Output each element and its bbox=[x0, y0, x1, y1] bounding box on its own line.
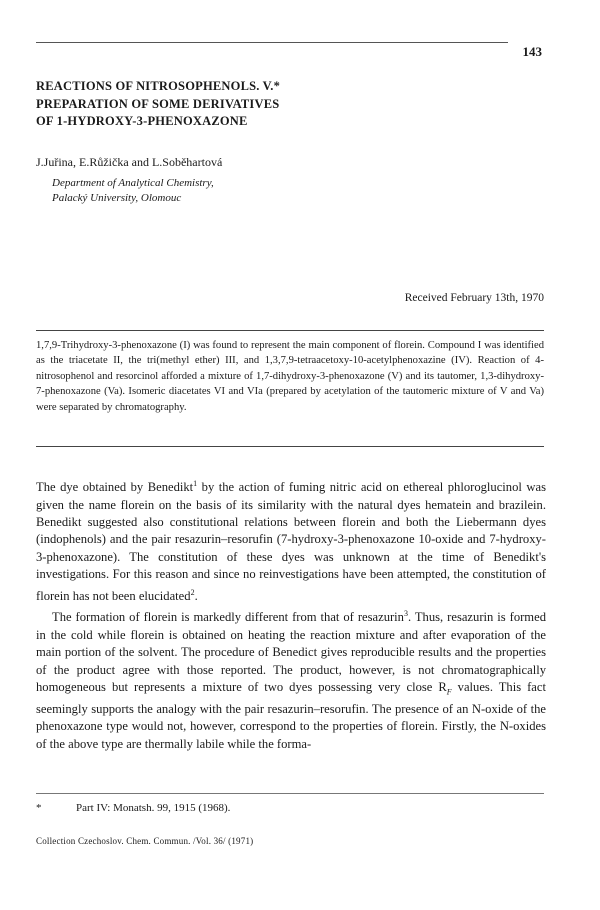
authors: J.Juřina, E.Růžička and L.Soběhartová bbox=[36, 155, 223, 169]
reference-marker: 1 bbox=[193, 479, 198, 488]
journal-citation: Collection Czechoslov. Chem. Commun. /Vol. 36/ (1971) bbox=[36, 836, 254, 846]
reference-marker: 2 bbox=[190, 587, 195, 597]
abstract-bottom-rule bbox=[36, 446, 544, 447]
footnote bbox=[36, 802, 230, 814]
affiliation-line-2: Palacký University, Olomouc bbox=[52, 192, 182, 204]
affiliation bbox=[52, 176, 214, 206]
paragraph-1: The dye obtained by Benedikt$^1$ by the action of fuming nitric acid on ethereal phloroglucinol was given the name florein on the basis of its similarity with the natural dyes hematein and brazilein. Benedikt suggested also constitutional relations between florein and both the Liebermann dyes (indophenols) and the pair resazurin–resorufin (7-hydroxy-3-phenoxazone 10-oxide and 7-hydroxy-3-phenoxazone). The constitution of these dyes was unknown at the time of Benedikt's investigations. For this reason and since no reinvestigations have been attempted, the constitution of florein has not been elucidated$^2$. bbox=[36, 479, 546, 603]
abstract-top-rule bbox=[36, 330, 544, 331]
title-line-1: REACTIONS OF NITROSOPHENOLS. V.* bbox=[36, 79, 281, 93]
paragraph-2: The formation of florein is markedly different from that of resazurin$^3$. Thus, resazurin is formed in the cold while florein is obtained on heating the reaction mixture and after evaporation of the main portion of the solvent. The procedure of Benedict gives reproducible results and the properties of the product agree with those reported. The product, however, is not chromatographically homogeneous but represents a mixture of two dyes possessing very close $R_F$ values. This fact seemingly supports the analogy with the pair resazurin–resorufin. The presence of an N-oxide of the phenoxazone type would not, however, correspond to the properties of florein. Firstly, the N-oxides of the above type are thermally labile while the forma- bbox=[36, 609, 546, 751]
article-title bbox=[36, 78, 556, 131]
subscript: F bbox=[446, 687, 452, 697]
received-date: Received February 13th, 1970 bbox=[404, 292, 544, 304]
page-number: 143 bbox=[522, 44, 542, 59]
footnote-text: Part IV: Monatsh. 99, 1915 (1968). bbox=[76, 802, 231, 814]
title-line-3: OF 1-HYDROXY-3-PHENOXAZONE bbox=[36, 114, 248, 128]
header-rule bbox=[36, 42, 508, 43]
affiliation-line-1: Department of Analytical Chemistry, bbox=[52, 177, 214, 189]
reference-marker: 3 bbox=[403, 609, 408, 619]
footnote-marker: * bbox=[36, 802, 42, 814]
footnote-rule bbox=[36, 793, 544, 794]
body-text bbox=[36, 475, 546, 753]
title-line-2: PREPARATION OF SOME DERIVATIVES bbox=[36, 96, 280, 111]
abstract: 1,7,9-Trihydroxy-3-phenoxazone (I) was found to represent the main component of florein. Compound I was identified as the triacetate II, the tri(methyl ether) III, and 1,3,7,9-tetraacetoxy-10-acetylphenoxazine (IV). Reaction of 4-nitrosophenol and resorcinol afforded a mixture of 1,7-dihydroxy-3-phenoxazone (V) and its tautomer, 1,3-dihydroxy-7-phenoxazone (Va). Isomeric diacetates VI and VIa (prepared by acetylation of the tautomeric mixture of V and Va) were separated by chromatography. bbox=[36, 340, 544, 413]
